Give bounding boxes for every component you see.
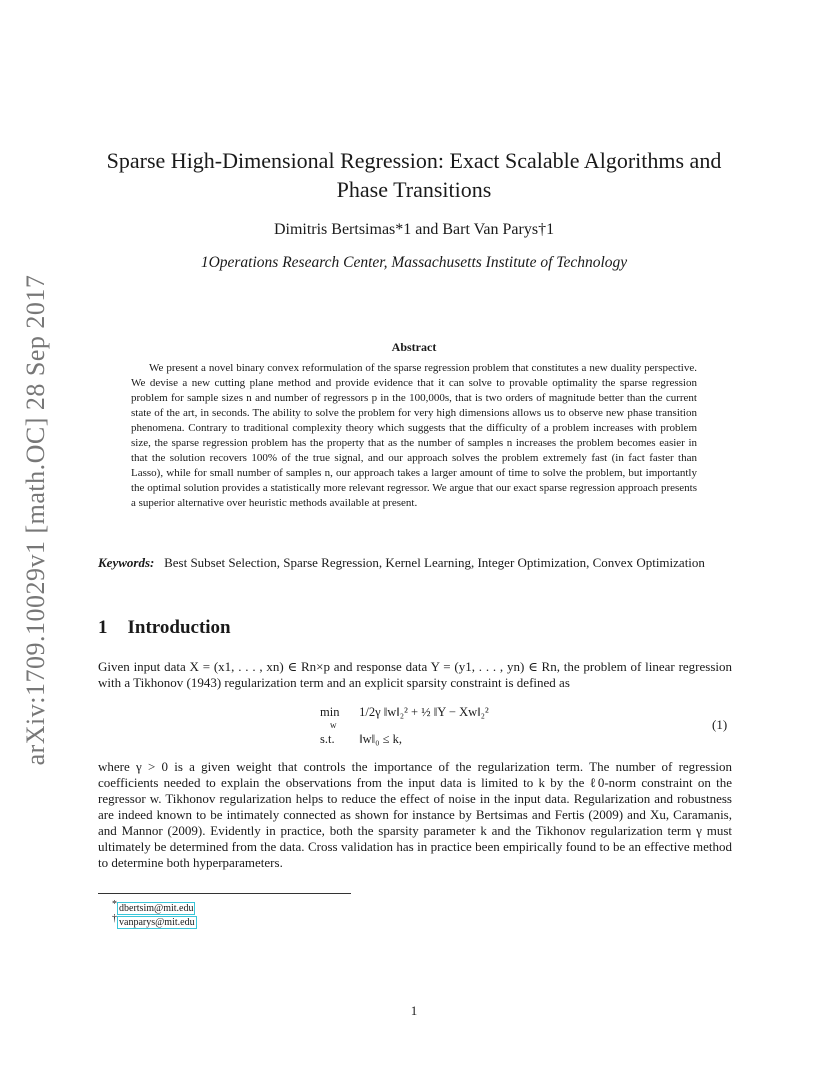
section-number: 1: [98, 617, 108, 638]
footnote-1-mark: *: [112, 899, 117, 910]
body-paragraph: where γ > 0 is a given weight that controls the importance of the regularization term. The number of regression coefficients needed to explain the observations from the input data is limited to k by the ℓ0-norm constraint on the regressor w. Tikhonov regularization helps to reduce the effect of noise in the input data. Regularization and robustness are indeed known to be intimately connected as shown for instance by Bertsimas and Fertis (2009) and Xu, Caramanis, and Mannor (2009). Evidently in practice, both the sparsity parameter k and the Tikhonov regularization term γ must ultimately be determined from the data. Cross validation has in practice been empirically found to be an effective method to determine both hyperparameters.: [98, 759, 732, 870]
footnote-rule: [98, 893, 351, 894]
section-title: Introduction: [127, 617, 231, 638]
equation-min-sub: w: [330, 720, 337, 730]
equation-objective: [320, 703, 489, 721]
intro-paragraph: Given input data X = (x1, . . . , xn) ∈ Rn×p and response data Y = (y1, . . . , yn) ∈ Rn, the problem of linear regression with a Tikhonov (1943) regularization term and an explicit sparsity constraint is defined as: [98, 659, 732, 690]
section-heading: [98, 617, 231, 639]
equation-block: [320, 703, 489, 748]
abstract-text: We present a novel binary convex reformulation of the sparse regression problem that constitutes a new duality perspective. We devise a new cutting plane method and provide evidence that it can solve to provable optimality the sparse regression problem for sample sizes n and number of regressors p in the 100,000s, that is two orders of magnitude better than the current state of the art, in seconds. The ability to solve the problem for very high dimensions allows us to observe new phase transition phenomena. Contrary to traditional complexity theory which suggests that the difficulty of a problem increases with problem size, the sparse regression problem has the property that as the number of samples n increases the problem becomes easier in that the solution recovers 100% of the true signal, and our approach solves the problem extremely fast (in fact faster than Lasso), while for small number of samples n, our approach takes a larger amount of time to solve the problem, but importantly the optimal solution provides a statistically more relevant regressor. We argue that our exact sparse regression approach presents a superior alternative over heuristic methods available at present.: [131, 362, 697, 509]
equation-objective-expr: 1/2γ ‖w‖₂² + ½ ‖Y − Xw‖₂²: [359, 705, 489, 719]
keywords-text: Best Subset Selection, Sparse Regression, Kernel Learning, Integer Optimization, Convex Optimization: [164, 555, 705, 570]
footnote-1-email[interactable]: dbertsim@mit.edu: [119, 903, 194, 915]
authors-text: Dimitris Bertsimas*1 and Bart Van Parys†1: [273, 221, 555, 238]
page-number: 1: [410, 1003, 418, 1018]
keywords: [98, 555, 732, 571]
footnote-2-mark: †: [112, 913, 117, 924]
abstract-heading: Abstract: [391, 340, 437, 354]
paper-title: Sparse High-Dimensional Regression: Exact Scalable Algorithms and Phase Transitions: [106, 148, 722, 202]
equation-min-label: min: [320, 705, 340, 719]
arxiv-stamp-text: arXiv:1709.10029v1 [math.OC] 28 Sep 2017: [21, 274, 50, 766]
affiliation: 1Operations Research Center, Massachusetts Institute of Technology: [200, 254, 628, 271]
keywords-label: Keywords:: [98, 555, 155, 570]
footnote-2-email[interactable]: vanparys@mit.edu: [119, 917, 195, 929]
equation-st-label: s.t.: [320, 732, 335, 746]
equation-constraint-expr: ‖w‖₀ ≤ k,: [359, 732, 403, 746]
equation-constraint: [320, 730, 489, 748]
footnote-2: [112, 912, 197, 930]
authors: [90, 221, 738, 239]
equation-number: (1): [712, 717, 728, 732]
